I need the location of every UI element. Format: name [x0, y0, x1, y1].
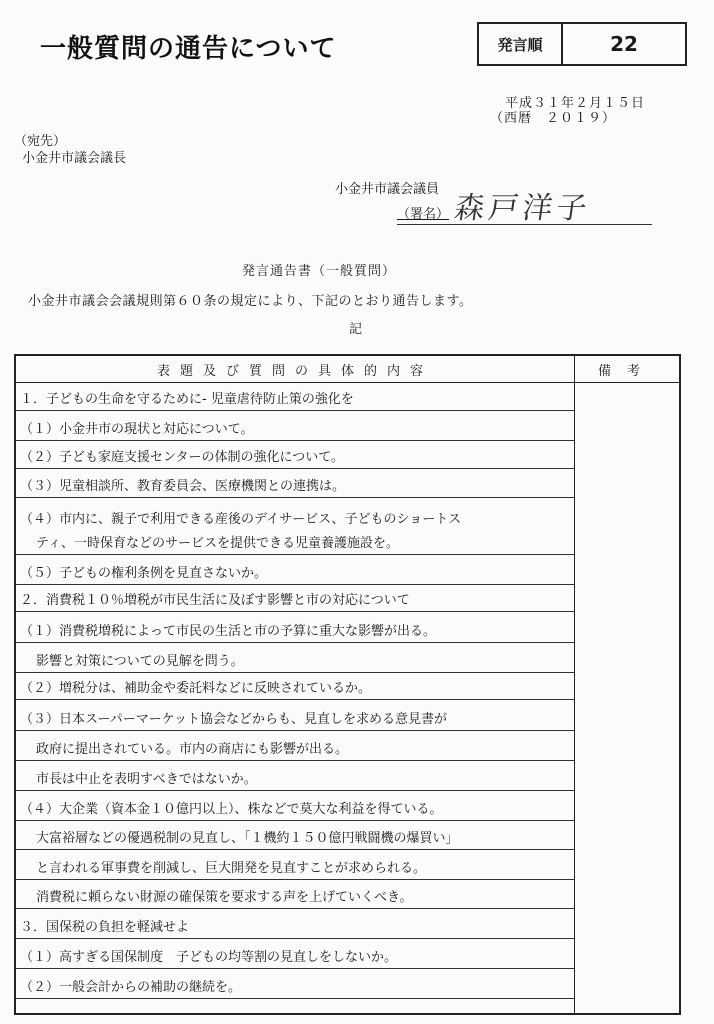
question-text: （４）市内に、親子で利用できる産後のデイサービス、子どものショートス — [20, 512, 462, 527]
question-text: １．子どもの生命を守るために‐ 児童虐待防止策の強化を — [20, 392, 354, 407]
table-row — [16, 880, 574, 909]
question-text: ３．国保税の負担を軽減せよ — [20, 920, 190, 935]
date-western: （西暦 ２０１９） — [490, 111, 617, 126]
question-text: （３）日本スーパーマーケット協会などからも、見直しを求める意見書が — [20, 712, 448, 727]
sender-title: 小金井市議会議員 — [335, 182, 440, 197]
table-row — [16, 761, 574, 791]
question-text: 消費税に頼らない財源の確保策を要求する声を上げていくべき。 — [36, 890, 413, 905]
question-text: ２．消費税１０％増税が市民生活に及ぼす影響と市の対応について — [20, 593, 410, 608]
speaking-order-value: 22 — [610, 32, 638, 56]
question-text: 大富裕層などの優遇税制の見直し、「１機約１５０億円戦闘機の爆買い」 — [36, 831, 459, 846]
question-text: （２）一般会計からの補助の継続を。 — [20, 980, 242, 995]
table-row — [16, 850, 574, 880]
table-row — [16, 909, 574, 939]
table-header-row — [16, 356, 679, 383]
date-japanese: 平成３１年２月１５日 — [505, 96, 646, 111]
question-text: （２）増税分は、補助金や委託料などに反映されているか。 — [20, 681, 372, 696]
table-row — [16, 700, 574, 731]
table-row — [16, 791, 574, 821]
table-row — [16, 555, 574, 585]
question-text: （２）子ども家庭支援センターの体制の強化について。 — [20, 450, 344, 465]
question-text: （１）高すぎる国保制度 子どもの均等割の見直しをしないか。 — [20, 950, 398, 965]
table-row — [16, 939, 574, 969]
notice-statement: 小金井市議会会議規則第６０条の規定により、下記のとおり通告します。 — [28, 294, 473, 309]
table-row — [16, 731, 574, 761]
speaking-order-box — [477, 22, 687, 66]
question-table — [14, 354, 681, 1015]
header-question-content: 表題及び質問の具体的内容 — [156, 363, 433, 379]
header-remarks: 備考 — [597, 363, 656, 379]
signature-label: （署名） — [397, 207, 450, 222]
table-row — [16, 612, 574, 643]
question-text: （４）大企業（資本金１０億円以上）、株などで莫大な利益を得ている。 — [20, 802, 443, 817]
page-title: 一般質問の通告について — [40, 34, 337, 64]
handwritten-signature: 森戸洋子 — [452, 191, 593, 226]
table-row — [16, 585, 574, 612]
table-row — [16, 469, 574, 498]
ki-mark: 記 — [349, 322, 363, 337]
addressee-label: （宛先） — [14, 134, 67, 149]
table-row — [16, 530, 574, 555]
column-divider — [574, 356, 575, 1013]
speaking-order-label: 発言順 — [479, 24, 563, 64]
table-row — [16, 643, 574, 673]
table-row — [16, 498, 574, 530]
question-text: 政府に提出されている。市内の商店にも影響が出る。 — [36, 742, 349, 757]
question-text: と言われる軍事費を削減し、巨大開発を見直すことが求められる。 — [36, 861, 427, 876]
question-text: （１）消費税増税によって市民の生活と市の予算に重大な影響が出る。 — [20, 624, 437, 639]
addressee-name: 小金井市議会議長 — [22, 151, 127, 166]
question-text: 市長は中止を表明すべきではないか。 — [36, 772, 257, 787]
document-name: 発言通告書（一般質問） — [242, 264, 397, 279]
question-text: 影響と対策についての見解を問う。 — [36, 654, 244, 669]
table-row — [16, 969, 574, 999]
question-text: （１）小金井市の現状と対応について。 — [20, 422, 254, 437]
signature-underline — [397, 224, 652, 225]
question-text: ティ、一時保育などのサービスを提供できる児童養護施設を。 — [36, 536, 399, 551]
table-row — [16, 673, 574, 700]
table-row — [16, 441, 574, 469]
table-row — [16, 384, 574, 411]
question-text: （３）児童相談所、教育委員会、医療機関との連携は。 — [20, 479, 346, 494]
table-row — [16, 411, 574, 441]
table-row — [16, 821, 574, 850]
question-text: （５）子どもの権利条例を見直さないか。 — [20, 566, 268, 581]
